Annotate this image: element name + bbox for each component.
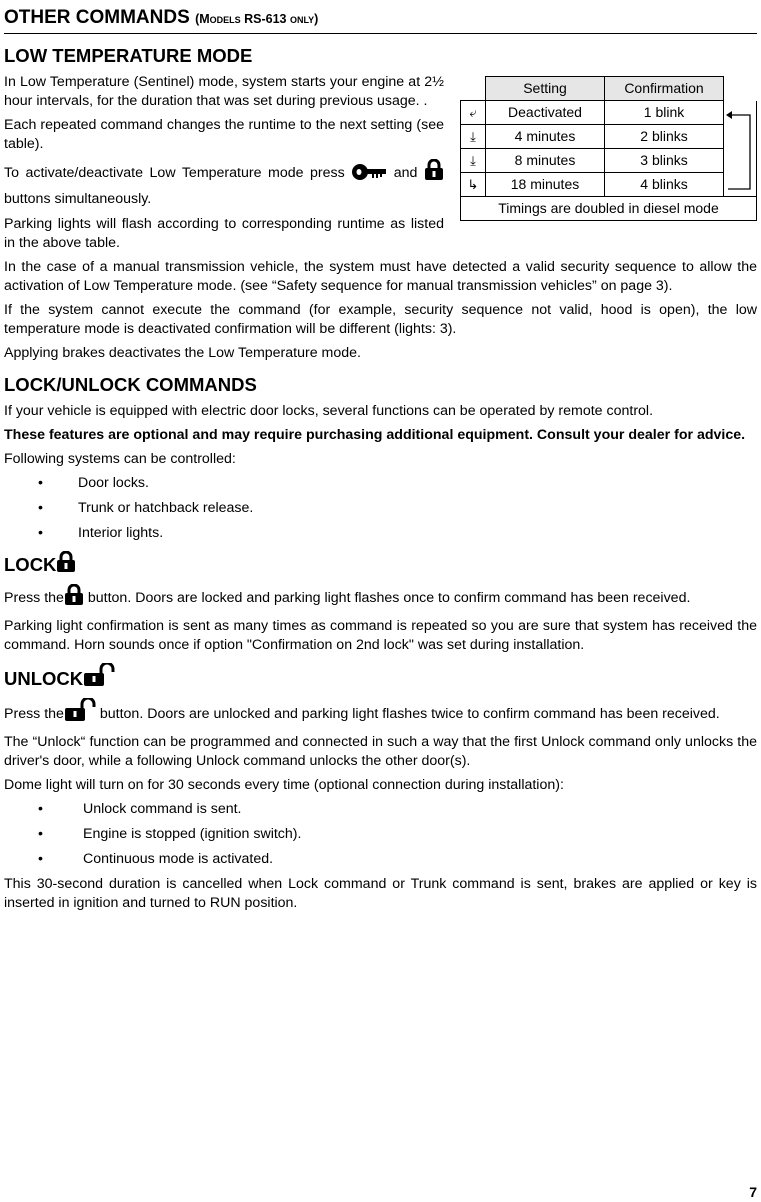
list-item: • Unlock command is sent. <box>38 801 242 817</box>
table-row: ⤓ 4 minutes 2 blinks <box>461 125 757 149</box>
table-header-row <box>461 77 757 101</box>
header-title: OTHER COMMANDS <box>4 7 190 28</box>
list-item: • Trunk or hatchback release. <box>38 500 254 516</box>
table-row: ⤓ 8 minutes 3 blinks <box>461 149 757 173</box>
arrow-down-icon: ⤓ <box>461 125 486 149</box>
dome-light-list <box>4 800 757 869</box>
lock-icon <box>56 551 76 578</box>
lock-heading: LOCK <box>4 551 757 578</box>
arrow-down-icon: ⤓ <box>461 149 486 173</box>
low-temp-p7: Applying brakes deactivates the Low Temperature mode. <box>4 345 361 361</box>
col-confirmation-header: Confirmation <box>605 77 724 101</box>
lock-unlock-heading: LOCK/UNLOCK COMMANDS <box>4 374 257 395</box>
lock-p1: Press the button. Doors are locked and parking light flashes once to confirm command has been received. <box>4 584 757 612</box>
lock-unlock-p1: If your vehicle is equipped with electric door locks, several functions can be operated by remote control. <box>4 403 654 419</box>
table-row: ↳ 18 minutes 4 blinks <box>461 173 757 197</box>
unlock-p2: The “Unlock“ function can be programmed and connected in such a way that the first Unlock command only unlocks the driver's door, while a following Unlock command unlocks the other door(s). <box>4 734 757 769</box>
list-item: • Door locks. <box>38 475 149 491</box>
lock-icon <box>424 159 444 188</box>
col-setting-header: Setting <box>486 77 605 101</box>
lock-unlock-p3: Following systems can be controlled: <box>4 451 236 467</box>
list-item: • Engine is stopped (ignition switch). <box>38 826 302 842</box>
table-row: ⤶ Deactivated 1 blink <box>461 101 757 125</box>
unlock-heading: UNLOCK <box>4 663 757 692</box>
page-number: 7 <box>749 1184 757 1200</box>
low-temp-p1: In Low Temperature (Sentinel) mode, system starts your engine at 2½ hour intervals, for the duration that was set during previous usage. . <box>4 74 444 109</box>
low-temp-p4: Parking lights will flash according to corresponding runtime as listed in the above table. <box>4 216 444 251</box>
unlock-p4: This 30-second duration is cancelled when Lock command or Trunk command is sent, brakes are applied or key is inserted in ignition and turned to RUN position. <box>4 876 757 911</box>
list-item: • Interior lights. <box>38 525 164 541</box>
low-temp-intro <box>4 73 444 253</box>
cycle-icon: ⤶ <box>461 101 486 125</box>
table-footer: Timings are doubled in diesel mode <box>461 197 757 221</box>
controlled-systems-list <box>4 474 757 543</box>
low-temp-p5: In the case of a manual transmission vehicle, the system must have detected a valid security sequence to allow the activation of Low Temperature mode. (see “Safety sequence for manual transmission vehicles” on page 3). <box>4 259 757 294</box>
unlock-icon <box>83 663 115 692</box>
cycle-arrow-icon <box>724 101 757 197</box>
page-header <box>4 0 757 34</box>
lock-p2: Parking light confirmation is sent as many times as command is repeated so you are sure that system has received the command. Horn sounds once if option "Confirmation on 2nd lock" was set during installation. <box>4 618 757 653</box>
lock-icon <box>64 584 84 612</box>
unlock-icon <box>64 698 96 728</box>
low-temp-settings-table <box>460 76 757 221</box>
lock-unlock-p2: These features are optional and may require purchasing additional equipment. Consult your dealer for advice. <box>4 427 746 443</box>
arrow-return-icon: ↳ <box>461 173 486 197</box>
table-footer-row <box>461 197 757 221</box>
key-icon <box>351 163 387 188</box>
unlock-p3: Dome light will turn on for 30 seconds every time (optional connection during installation): <box>4 777 564 793</box>
low-temp-heading: LOW TEMPERATURE MODE <box>4 45 253 66</box>
low-temp-p6: If the system cannot execute the command (for example, security sequence not valid, hood is open), the low temperature mode is deactivated confirmation will be different (lights: 3). <box>4 302 757 337</box>
low-temp-p2: Each repeated command changes the runtime to the next setting (see table). <box>4 117 444 152</box>
header-subtitle: (Models RS-613 only) <box>195 12 319 26</box>
list-item: • Continuous mode is activated. <box>38 851 274 867</box>
unlock-p1: Press the button. Doors are unlocked and parking light flashes twice to confirm command has been received. <box>4 698 757 728</box>
low-temp-p3: To activate/deactivate Low Temperature mode press and buttons simultaneously. <box>4 159 444 210</box>
